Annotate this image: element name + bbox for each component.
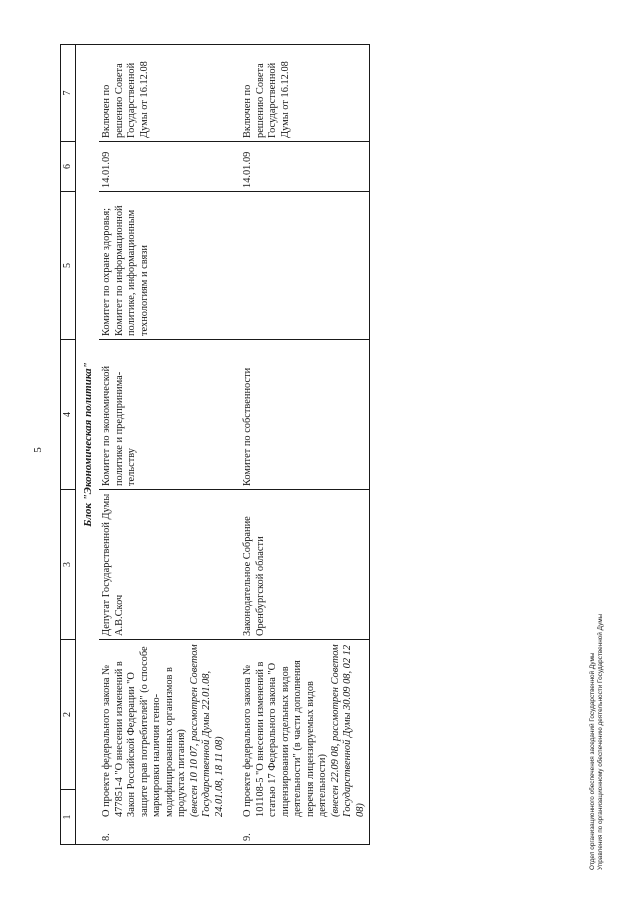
bills-table: [60, 44, 370, 845]
bill-cell: [99, 640, 240, 845]
column-number: 4: [61, 340, 76, 490]
footer: [589, 614, 606, 870]
column-number: 3: [61, 490, 76, 640]
bill-note: (внесен 10 10 07, рассмотрен Советом Государственной Думы 22.01.08, 24.01.08, 18 11 08): [188, 644, 225, 817]
date-cell: 14.01.09: [99, 142, 240, 192]
bill-note: (внесен 22.09 08, рассмотрен Советом Государственной Думы 30.09 08, 02 12 08): [329, 644, 366, 817]
initiator-cell: Депутат Государственной Думы А.В.Скоч: [99, 490, 240, 640]
initiator-cell: Законодательное Собрание Оренбургской области: [240, 490, 369, 640]
footer-line: Управления по организационному обеспечению деятельности Государственной Думы: [597, 613, 605, 870]
column-number-row: [61, 45, 76, 845]
responsible-committee-cell: Комитет по собственности: [240, 340, 369, 490]
bill-cell: [240, 640, 369, 845]
column-number: 5: [61, 192, 76, 340]
page-number: 5: [32, 447, 44, 453]
document-sheet: [20, 20, 620, 880]
responsible-committee-cell: Комитет по экономической политике и предпринима-тельству: [99, 340, 240, 490]
status-cell: Включен по решению Совета Государственной Думы от 16.12.08: [99, 45, 240, 142]
block-title: Блок "Экономическая политика": [82, 362, 94, 527]
column-number: 1: [61, 790, 76, 845]
block-row: [76, 45, 100, 845]
date-cell: 14.01.09: [240, 142, 369, 192]
column-number: 7: [61, 45, 76, 142]
entry-number: 9.: [242, 833, 254, 841]
bill-title: О проекте федерального закона № 477851-4 "О внесении изменений в Закон Российской Федерации "О защите прав потребителей" (о способе маркировки наличия генно-модифицированных организмов в продуктах питания): [101, 646, 188, 817]
table-row: [240, 45, 369, 845]
footer-line: Отдел организационного обеспечения заседаний Государственной Думы: [588, 652, 596, 870]
column-number: 2: [61, 640, 76, 790]
table-row: [99, 45, 240, 845]
status-cell: Включен по решению Совета Государственной Думы от 16.12.08: [240, 45, 369, 142]
entry-number: 8.: [101, 833, 113, 841]
bill-title: О проекте федерального закона № 101108-5 "О внесении изменений в статью 17 Федерального закона "О лицензировании отдельных видов деятельности" (в части дополнения перечня лицензируемых видов деятельности): [242, 660, 329, 817]
co-committees-cell: [240, 192, 369, 340]
column-number: 6: [61, 142, 76, 192]
co-committees-cell: Комитет по охране здоровья; Комитет по информационной политике, информационным технологиям и связи: [99, 192, 240, 340]
